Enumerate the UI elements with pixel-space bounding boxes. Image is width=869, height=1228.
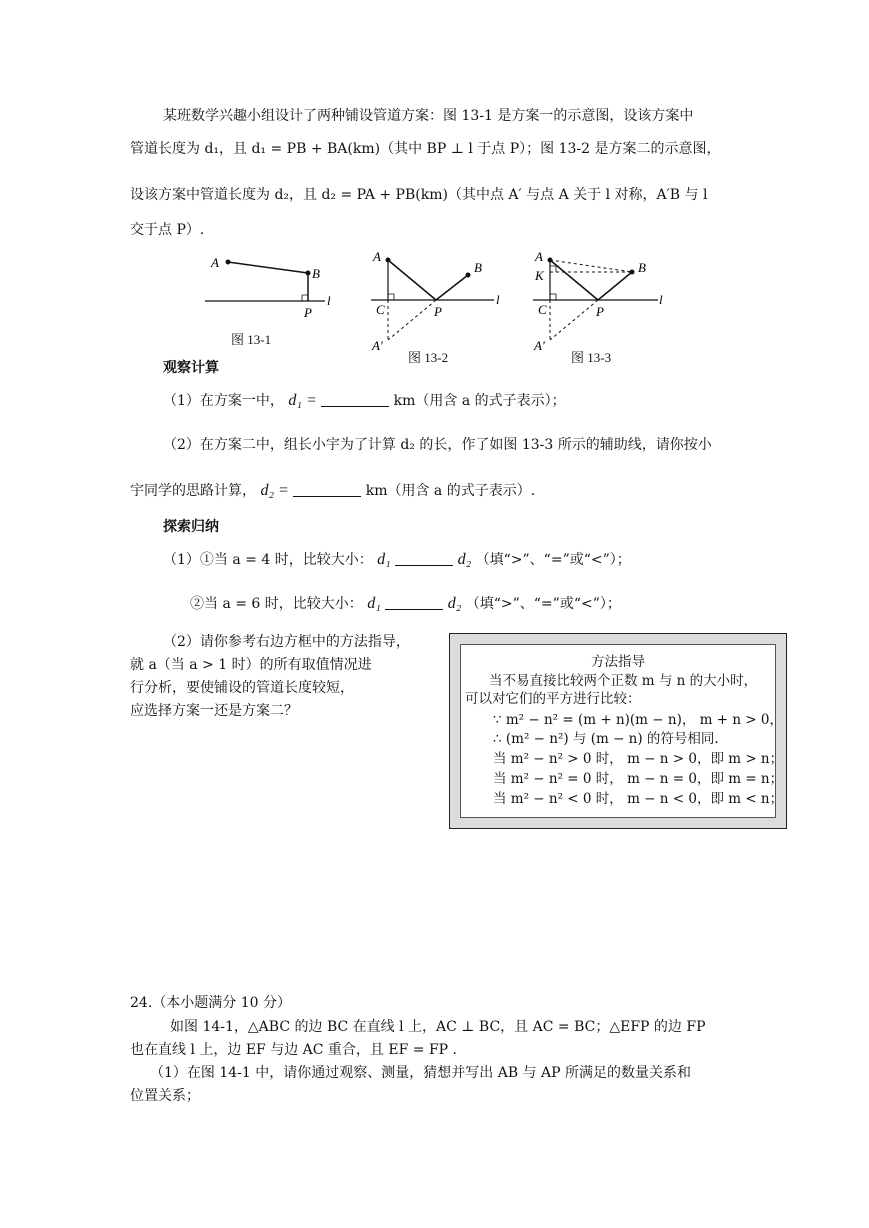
- explore-q1a-suffix: （填“>”、“=”或“<”）；: [475, 552, 631, 568]
- explore-question-2-line-3: 行分析，要使铺设的管道长度较短，: [130, 680, 354, 696]
- figure-13-1: [200, 250, 340, 325]
- method-box-line-1: 当不易直接比较两个正数 m 与 n 的大小时，: [489, 673, 758, 689]
- explore-question-1b: [190, 595, 621, 613]
- fig1-label-P: P: [304, 305, 312, 320]
- explore-q1b-prefix: ②当 a = 6 时，比较大小：: [190, 596, 363, 612]
- explore-q1b-suffix: （填“>”、“=”或“<”）；: [465, 596, 621, 612]
- q24-line-3: （1）在图 14-1 中，请你通过观察、测量，猜想并写出 AB 与 AP 所满足的数量关系和: [150, 1065, 691, 1081]
- explore-q1a-prefix: （1）①当 a = 4 时，比较大小：: [163, 552, 373, 568]
- explore-q1b-d1: d₁: [367, 595, 381, 612]
- explore-question-2-line-4: 应选择方案一还是方案二？: [130, 703, 298, 719]
- fig3-right-angle-K: [550, 266, 556, 272]
- explore-q1a-d2: d₂: [457, 551, 472, 568]
- observe-q1-prefix: （1）在方案一中，: [163, 393, 284, 409]
- explore-question-2-line-1: （2）请你参考右边方框中的方法指导，: [163, 634, 410, 650]
- observe-question-2-line-1: （2）在方案二中，组长小宇为了计算 d₂ 的长，作了如图 13-3 所示的辅助线，请你按小: [163, 437, 712, 453]
- fig1-right-angle: [302, 295, 308, 301]
- fig3-label-A: A: [535, 249, 543, 264]
- fig3-label-A-prime: A′: [534, 338, 545, 353]
- fig2-segment-PB: [436, 275, 468, 300]
- fig3-segment-PB: [598, 272, 632, 300]
- intro-line-3: 设该方案中管道长度为 d₂，且 d₂ = PA + PB(km)（其中点 A′ 与点 A 关于 l 对称，A′B 与 l: [130, 187, 708, 203]
- observe-q1-variable: d₁ =: [288, 392, 317, 409]
- explore-q1a-d1: d₁: [377, 551, 391, 568]
- method-box-line-3: ∵ m² − n² = (m + n)(m − n)， m + n > 0，: [493, 712, 783, 728]
- method-box-line-6: 当 m² − n² = 0 时， m − n = 0，即 m = n；: [493, 771, 784, 787]
- figure-13-3: [528, 248, 668, 356]
- observe-q2-variable: d₂ =: [260, 482, 289, 499]
- fig1-label-B: B: [312, 266, 320, 281]
- method-guidance-box: [449, 633, 787, 829]
- observe-q2-answer-blank[interactable]: [293, 482, 361, 497]
- q24-line-1: 如图 14-1，△ABC 的边 BC 在直线 l 上，AC ⊥ BC，且 AC = BC；△EFP 的边 FP: [170, 1019, 706, 1035]
- fig1-segment-AB: [228, 262, 308, 273]
- fig3-right-angle-C: [550, 294, 556, 300]
- fig3-point-A: [548, 258, 553, 263]
- fig1-label-A: A: [211, 255, 219, 270]
- observe-q1-suffix: km（用含 a 的式子表示）；: [393, 393, 566, 409]
- observe-question-1: [163, 392, 566, 410]
- observe-heading: 观察计算: [163, 360, 219, 376]
- explore-heading: 探索归纳: [163, 519, 219, 535]
- method-box-line-7: 当 m² − n² < 0 时， m − n < 0，即 m < n；: [493, 791, 784, 807]
- method-box-title: 方法指导: [591, 654, 645, 670]
- fig3-label-l: l: [659, 292, 663, 307]
- observe-q1-answer-blank[interactable]: [321, 392, 389, 407]
- explore-question-1a: [163, 551, 631, 569]
- fig2-label-C: C: [376, 302, 385, 317]
- fig3-label-C: C: [538, 302, 547, 317]
- fig2-caption: 图 13-2: [408, 350, 449, 365]
- fig2-dashed-PA-prime: [388, 300, 436, 340]
- fig3-dashed-PA-prime: [550, 300, 598, 340]
- fig3-label-B: B: [638, 260, 646, 275]
- observe-q2-suffix: km（用含 a 的式子表示）.: [365, 483, 536, 499]
- observe-question-2-line-2: [130, 482, 535, 500]
- fig1-point-B: [306, 271, 311, 276]
- method-box-line-2: 可以对它们的平方进行比较：: [465, 691, 641, 707]
- explore-q1b-answer-blank[interactable]: [385, 595, 443, 610]
- fig3-segment-AP: [550, 260, 598, 300]
- fig1-caption: 图 13-1: [231, 332, 272, 347]
- intro-line-4: 交于点 P）.: [130, 222, 205, 238]
- method-box-line-5: 当 m² − n² > 0 时， m − n > 0，即 m > n；: [493, 751, 784, 767]
- fig2-label-P: P: [434, 304, 442, 319]
- explore-question-2-line-2: 就 a（当 a > 1 时）的所有取值情况进: [130, 657, 372, 673]
- fig3-caption: 图 13-3: [571, 350, 612, 365]
- fig3-label-P: P: [596, 304, 604, 319]
- intro-line-1: 某班数学兴趣小组设计了两种铺设管道方案：图 13-1 是方案一的示意图，设该方案中: [163, 108, 694, 124]
- q24-line-4: 位置关系；: [130, 1088, 200, 1104]
- fig2-segment-AP: [388, 260, 436, 300]
- fig1-point-A: [226, 260, 231, 265]
- fig2-label-A: A: [373, 249, 381, 264]
- method-guidance-box-inner: [460, 644, 784, 818]
- fig2-point-B: [466, 273, 471, 278]
- fig2-right-angle: [388, 294, 394, 300]
- fig2-label-A-prime: A′: [372, 338, 383, 353]
- intro-line-2: 管道长度为 d₁，且 d₁ = PB + BA(km)（其中 BP ⊥ l 于点 P）；图 13-2 是方案二的示意图，: [130, 141, 721, 157]
- q24-line-2: 也在直线 l 上，边 EF 与边 AC 重合，且 EF = FP .: [130, 1042, 457, 1058]
- fig3-label-K: K: [535, 268, 544, 283]
- explore-q1a-answer-blank[interactable]: [395, 551, 453, 566]
- fig2-label-l: l: [496, 292, 500, 307]
- fig1-label-l: l: [327, 293, 331, 308]
- fig3-point-B: [630, 270, 635, 275]
- explore-q1b-d2: d₂: [447, 595, 462, 612]
- fig2-label-B: B: [474, 260, 482, 275]
- observe-q2-prefix: 宇同学的思路计算，: [130, 483, 256, 499]
- method-box-line-4: ∴ (m² − n²) 与 (m − n) 的符号相同.: [493, 731, 719, 747]
- q24-title: 24.（本小题满分 10 分）: [130, 995, 291, 1011]
- figure-13-2: [366, 248, 506, 356]
- fig2-point-A: [386, 258, 391, 263]
